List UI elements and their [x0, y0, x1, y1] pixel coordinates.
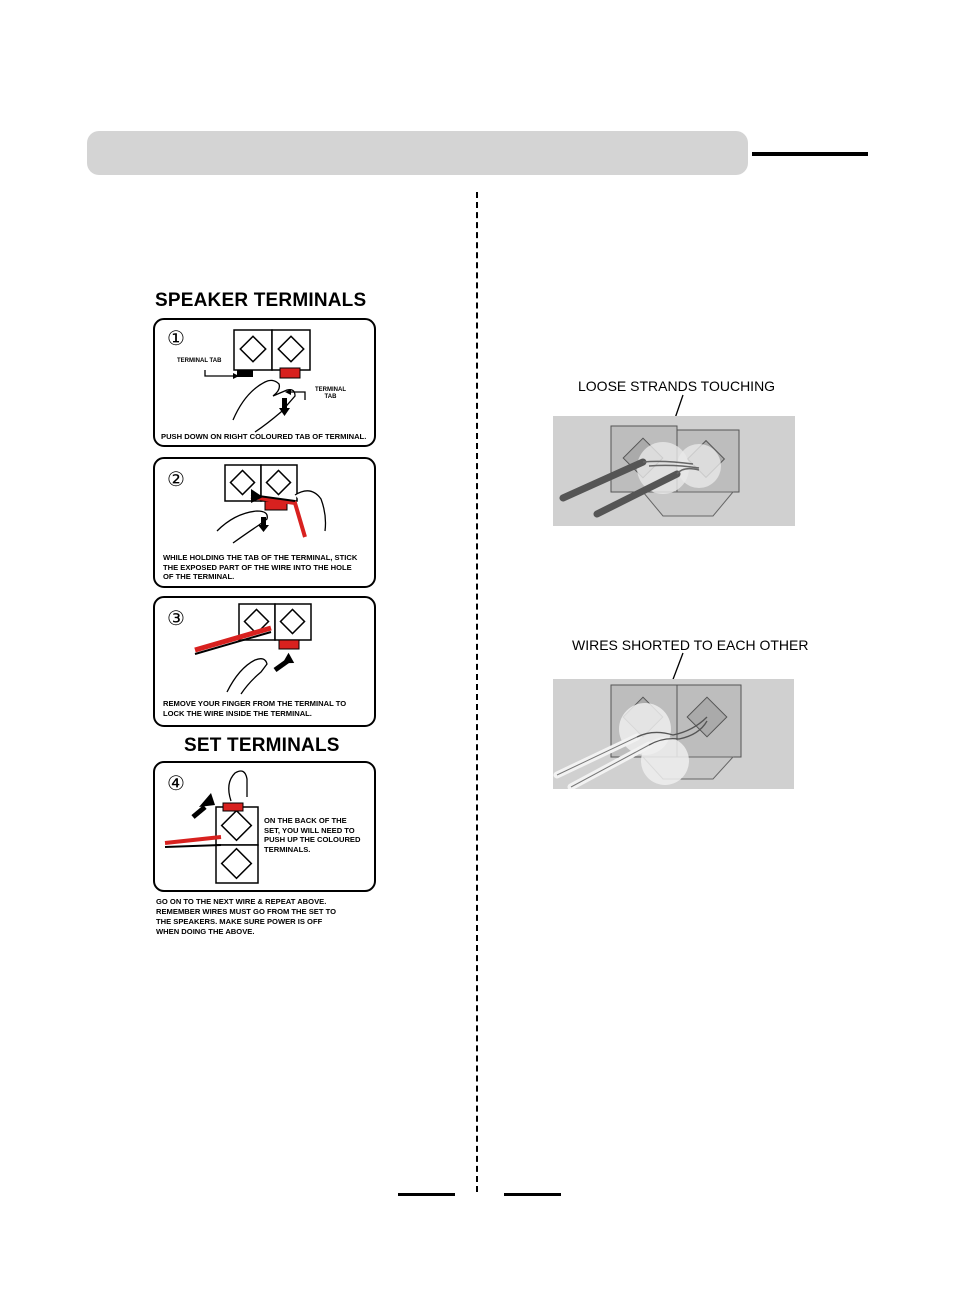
- photo-2-label: WIRES SHORTED TO EACH OTHER: [572, 637, 809, 653]
- photo-1-label: LOOSE STRANDS TOUCHING: [578, 378, 776, 394]
- step-2-number: ②: [167, 469, 185, 491]
- photo-2-illustration: [553, 679, 794, 789]
- step-4-number: ④: [167, 773, 185, 795]
- step-4-caption: ON THE BACK OF THE SET, YOU WILL NEED TO PUSH UP THE COLOURED TERMINALS.: [264, 816, 361, 854]
- step-1-number: ①: [167, 328, 185, 350]
- set-terminals-heading: SET TERMINALS: [184, 735, 340, 756]
- step-2-caption: WHILE HOLDING THE TAB OF THE TERMINAL, STICK THE EXPOSED PART OF THE WIRE INTO THE HOLE OF THE TERMINAL.: [163, 553, 358, 581]
- photo-loose-strands: [553, 416, 795, 526]
- footer-rule-right: [504, 1193, 561, 1196]
- step-3-number: ③: [167, 608, 185, 630]
- speaker-terminals-heading: SPEAKER TERMINALS: [155, 290, 367, 311]
- terminal-tab-label-right: TERMINAL TAB: [315, 387, 346, 400]
- step-3-caption: REMOVE YOUR FINGER FROM THE TERMINAL TO LOCK THE WIRE INSIDE THE TERMINAL.: [163, 699, 347, 718]
- step-1-caption: PUSH DOWN ON RIGHT COLOURED TAB OF TERMINAL.: [161, 432, 367, 441]
- photo-wires-shorted: [553, 679, 794, 789]
- photo-1-illustration: [553, 416, 795, 526]
- footer-rule-left: [398, 1193, 455, 1196]
- footnote: GO ON TO THE NEXT WIRE & REPEAT ABOVE. REMEMBER WIRES MUST GO FROM THE SET TO THE SPEAKERS. MAKE SURE POWER IS OFF WHEN DOING THE ABOVE.: [156, 897, 337, 936]
- terminal-tab-label-left: TERMINAL TAB: [177, 358, 222, 364]
